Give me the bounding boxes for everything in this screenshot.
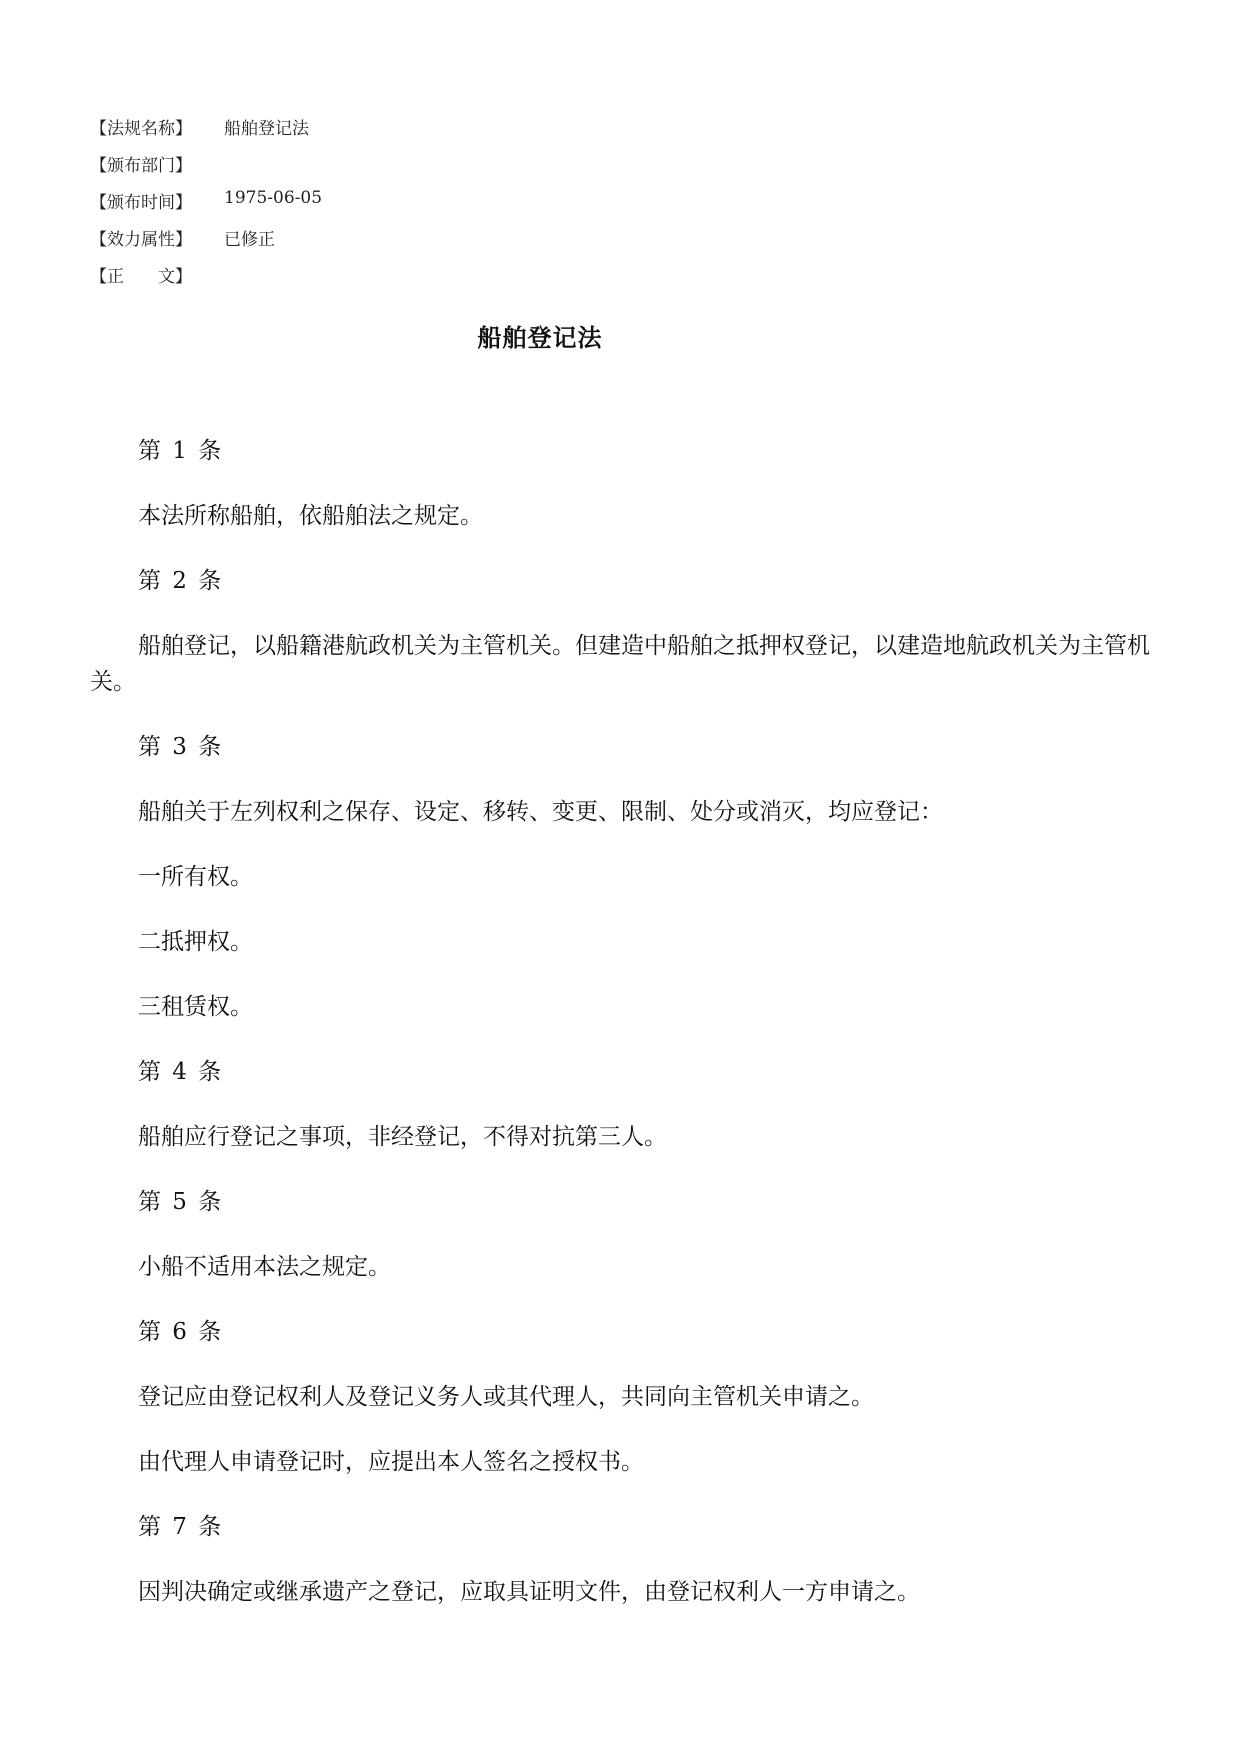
meta-row-name — [90, 114, 322, 151]
article-heading: 第 3 条 — [138, 734, 222, 760]
body-paragraph: 三租赁权。 — [138, 994, 253, 1020]
meta-row-dept — [90, 151, 322, 188]
article-heading: 第 4 条 — [138, 1059, 222, 1085]
meta-label-dept: 【颁布部门】 — [90, 156, 192, 176]
meta-label-name: 【法规名称】 — [90, 119, 192, 139]
meta-label-status: 【效力属性】 — [90, 230, 192, 250]
article-heading: 第 5 条 — [138, 1189, 222, 1215]
body-paragraph: 二抵押权。 — [138, 929, 253, 955]
article-heading: 第 6 条 — [138, 1319, 222, 1345]
body-paragraph: 登记应由登记权利人及登记义务人或其代理人，共同向主管机关申请之。 — [138, 1384, 874, 1410]
body-paragraph: 船舶关于左列权利之保存、设定、移转、变更、限制、处分或消灭，均应登记： — [138, 799, 943, 825]
meta-row-status — [90, 225, 322, 262]
meta-value-status: 已修正 — [224, 230, 275, 250]
meta-label-body: 【正 文】 — [90, 267, 192, 287]
article-heading: 第 1 条 — [138, 438, 222, 464]
meta-label-date: 【颁布时间】 — [90, 193, 192, 213]
body-paragraph: 船舶登记，以船籍港航政机关为主管机关。但建造中船舶之抵押权登记，以建造地航政机关为主管机关。 — [90, 633, 1150, 695]
body-paragraph: 由代理人申请登记时，应提出本人签名之授权书。 — [138, 1449, 644, 1475]
body-paragraph: 因判决确定或继承遗产之登记，应取具证明文件，由登记权利人一方申请之。 — [138, 1579, 920, 1605]
metadata-block — [90, 114, 322, 299]
document-title: 船舶登记法 — [477, 323, 603, 352]
body-paragraph: 本法所称船舶，依船舶法之规定。 — [138, 503, 483, 529]
document-body — [90, 433, 1160, 1639]
meta-row-body — [90, 262, 322, 299]
article-heading: 第 7 条 — [138, 1514, 222, 1540]
meta-value-date: 1975-06-05 — [224, 188, 323, 208]
meta-value-name: 船舶登记法 — [224, 119, 309, 139]
article-heading: 第 2 条 — [138, 568, 222, 594]
meta-row-date — [90, 188, 322, 225]
body-paragraph: 小船不适用本法之规定。 — [138, 1254, 391, 1280]
body-paragraph: 船舶应行登记之事项，非经登记，不得对抗第三人。 — [138, 1124, 667, 1150]
body-paragraph: 一所有权。 — [138, 864, 253, 890]
